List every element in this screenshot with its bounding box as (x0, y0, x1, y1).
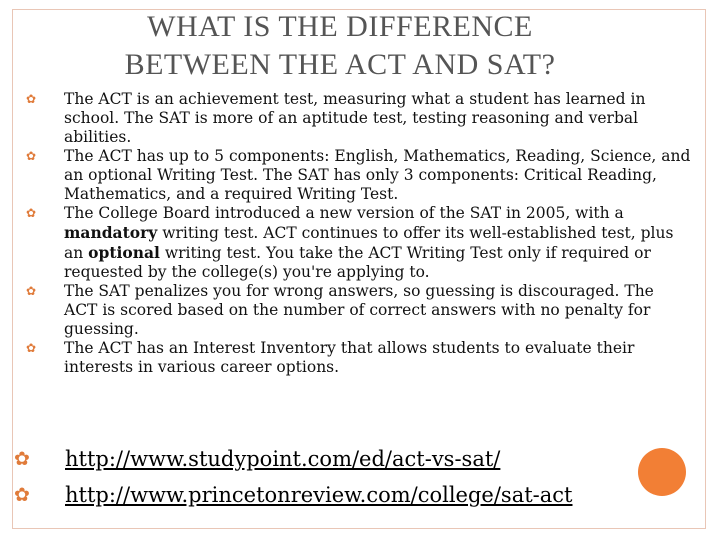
bullet-text: The SAT penalizes you for wrong answers, so guessing is discouraged. The ACT is scored based on the number of correct answers with no penalty for guessing. (64, 282, 654, 338)
bold-term: mandatory (64, 223, 158, 242)
decorative-circle (638, 448, 686, 496)
list-item (14, 480, 634, 516)
bullet-text (64, 204, 673, 281)
bullet-list (24, 90, 692, 377)
bullet-text: The ACT has an Interest Inventory that allows students to evaluate their interests in various career options. (64, 339, 635, 376)
page-title (60, 8, 620, 84)
bold-term: optional (88, 243, 160, 262)
bullet-icon: ✿ (26, 284, 37, 298)
list-item (24, 282, 692, 339)
bullet-icon: ✿ (14, 448, 30, 470)
title-line-1: WHAT IS THE DIFFERENCE (147, 10, 533, 43)
list-item (24, 204, 692, 282)
bullet-text-part: The College Board introduced a new version of the SAT in 2005, with a (64, 204, 624, 222)
bullet-text: The ACT has up to 5 components: English, Mathematics, Reading, Science, and an optional Writing Test. The SAT has only 3 components: Critical Reading, Mathematics, and a required Writing Test. (64, 147, 691, 203)
studypoint-link[interactable]: http://www.studypoint.com/ed/act-vs-sat/ (65, 447, 501, 471)
bullet-text-part: writing test. You take the ACT Writing Test only if required or requested by the college(s) you're applying to. (64, 244, 651, 281)
bullet-icon: ✿ (26, 206, 37, 220)
link-list (14, 444, 634, 516)
list-item (14, 444, 634, 480)
list-item (24, 339, 692, 377)
title-line-2: BETWEEN THE ACT AND SAT? (124, 48, 556, 81)
bullet-text-part: writing test. ACT continues to offer its well-established test, plus an (64, 224, 674, 262)
princetonreview-link[interactable]: http://www.princetonreview.com/college/sat-act (65, 483, 573, 507)
list-item (24, 147, 692, 204)
bullet-icon: ✿ (26, 149, 37, 163)
bullet-icon: ✿ (26, 92, 37, 106)
bullet-text: The ACT is an achievement test, measuring what a student has learned in school. The SAT is more of an aptitude test, testing reasoning and verbal abilities. (64, 90, 646, 146)
list-item (24, 90, 692, 147)
bullet-icon: ✿ (26, 341, 37, 355)
bullet-icon: ✿ (14, 484, 30, 506)
